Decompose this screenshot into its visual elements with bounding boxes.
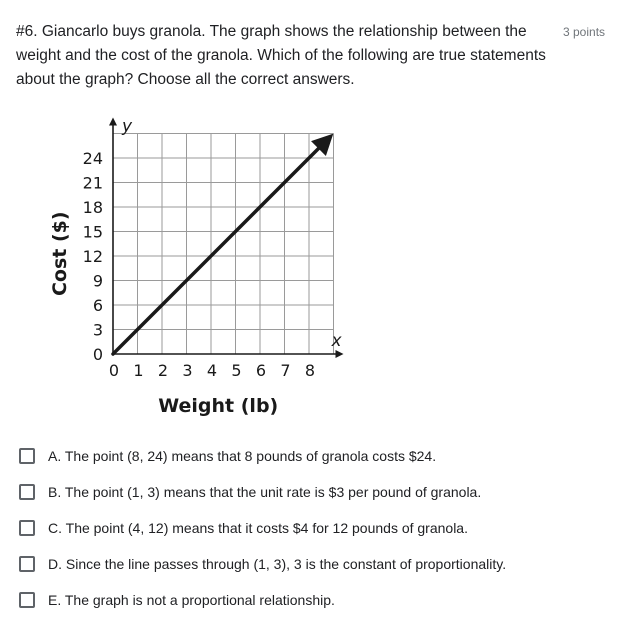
x-tick-label: 3: [182, 361, 193, 380]
y-axis-letter: y: [122, 116, 133, 137]
y-tick-label: 24: [82, 149, 103, 168]
option-e[interactable]: [18, 582, 618, 618]
option-a[interactable]: [18, 438, 618, 474]
checkbox-d[interactable]: [19, 556, 35, 572]
option-d-label: D. Since the line passes through (1, 3), 3 is the constant of proportionality.: [48, 556, 507, 572]
x-axis-letter: x: [331, 331, 342, 351]
y-tick-label: 0: [92, 345, 103, 364]
x-tick-label: 4: [206, 361, 218, 380]
checkbox-a[interactable]: [19, 448, 35, 464]
y-tick-label: 18: [82, 198, 103, 217]
checkbox-e[interactable]: [19, 592, 35, 608]
option-e-label: E. The graph is not a proportional relationship.: [48, 592, 335, 608]
x-tick-label: 5: [231, 361, 242, 380]
checkbox-c[interactable]: [19, 520, 35, 536]
y-tick-label: 21: [82, 173, 103, 193]
y-axis-title: Cost ($): [49, 211, 71, 297]
answer-options: [18, 438, 618, 618]
x-tick-label: 0: [108, 361, 120, 380]
points-label: 3 points: [563, 25, 606, 39]
x-tick-label: 6: [255, 361, 267, 380]
y-tick-label: 12: [82, 247, 103, 266]
y-tick-label: 6: [92, 296, 103, 315]
x-tick-label: 2: [157, 361, 169, 380]
option-c[interactable]: [18, 510, 618, 546]
x-axis-title: Weight (lb): [158, 395, 279, 417]
y-tick-label: 9: [92, 271, 103, 291]
option-a-label: A. The point (8, 24) means that 8 pounds of granola costs $24.: [48, 448, 437, 464]
question-text: #6. Giancarlo buys granola. The graph shows the relationship between the weight and the cost of the granola. Which of the following are true statements about the graph? Choose all the correct answers.: [16, 23, 546, 88]
y-tick-label: 3: [92, 320, 103, 340]
x-tick-label: 1: [133, 361, 144, 380]
checkbox-b[interactable]: [19, 484, 35, 500]
cost-weight-chart: [40, 116, 342, 420]
option-b[interactable]: [18, 474, 618, 510]
y-tick-label: 15: [82, 222, 103, 242]
option-b-label: B. The point (1, 3) means that the unit rate is $3 per pound of granola.: [48, 484, 482, 500]
x-tick-label: 7: [280, 361, 291, 380]
graph: [40, 116, 342, 425]
option-d[interactable]: [18, 546, 618, 582]
option-c-label: C. The point (4, 12) means that it costs $4 for 12 pounds of granola.: [48, 520, 468, 536]
x-tick-label: 8: [304, 361, 316, 380]
data-line: [113, 140, 327, 354]
